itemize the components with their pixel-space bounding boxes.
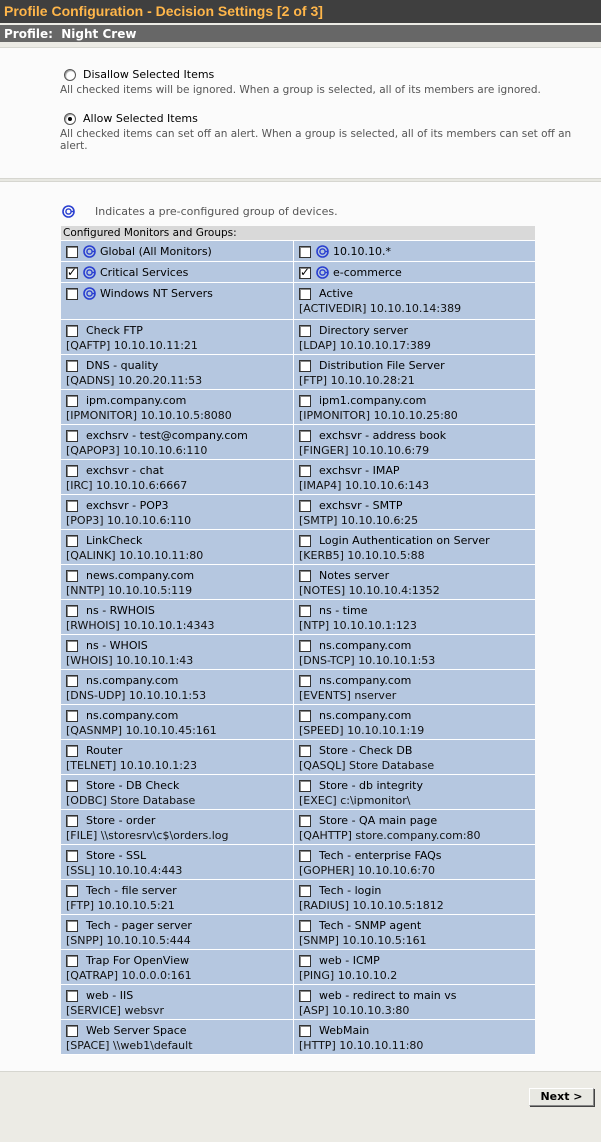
- monitor-detail: [ODBC] Store Database: [66, 794, 196, 807]
- monitor-name: Tech - SNMP agent: [319, 918, 422, 932]
- monitor-detail: [SSL] 10.10.10.4:443: [66, 864, 183, 877]
- monitor-checkbox[interactable]: [299, 267, 311, 279]
- monitor-cell: [294, 600, 535, 635]
- group-legend: [0, 182, 601, 226]
- monitor-detail: [TELNET] 10.10.10.1:23: [66, 759, 197, 772]
- monitor-name: ns.company.com: [319, 673, 412, 687]
- monitor-name: Store - DB Check: [86, 778, 180, 792]
- monitor-cell: [294, 635, 535, 670]
- monitor-checkbox[interactable]: [66, 430, 78, 442]
- monitor-name: web - redirect to main vs: [319, 988, 457, 1002]
- monitor-detail: [SNPP] 10.10.10.5:444: [66, 934, 191, 947]
- monitor-name: Tech - enterprise FAQs: [319, 848, 442, 862]
- footer: [0, 1072, 601, 1142]
- monitor-checkbox[interactable]: [299, 850, 311, 862]
- monitor-name: web - ICMP: [319, 953, 380, 967]
- monitor-cell: [61, 262, 294, 283]
- monitor-cell: [61, 880, 294, 915]
- monitor-checkbox[interactable]: [299, 780, 311, 792]
- monitor-name: Login Authentication on Server: [319, 533, 490, 547]
- monitor-detail: [SNMP] 10.10.10.5:161: [299, 934, 427, 947]
- group-icon: [62, 205, 75, 218]
- monitor-name: Windows NT Servers: [100, 286, 213, 300]
- monitor-detail: [QASNMP] 10.10.10.45:161: [66, 724, 217, 737]
- monitor-checkbox[interactable]: [299, 570, 311, 582]
- profile-label: Profile:: [4, 27, 53, 41]
- monitor-checkbox[interactable]: [299, 535, 311, 547]
- monitor-checkbox[interactable]: [66, 955, 78, 967]
- group-icon: [316, 266, 329, 279]
- monitor-name: ns - time: [319, 603, 368, 617]
- monitor-cell: [294, 1020, 535, 1055]
- monitor-name: LinkCheck: [86, 533, 143, 547]
- monitor-cell: [61, 425, 294, 460]
- monitor-detail: [QADNS] 10.20.20.11:53: [66, 374, 203, 387]
- monitor-name: Critical Services: [100, 265, 189, 279]
- monitor-detail: [FILE] \\storesrv\c$\orders.log: [66, 829, 229, 842]
- monitor-checkbox[interactable]: [299, 920, 311, 932]
- monitor-detail: [IPMONITOR] 10.10.10.5:8080: [66, 409, 232, 422]
- legend-text: Indicates a pre-configured group of devices.: [95, 204, 338, 218]
- monitor-name: ns.company.com: [319, 708, 412, 722]
- monitor-detail: [NNTP] 10.10.10.5:119: [66, 584, 193, 597]
- monitor-checkbox[interactable]: [66, 465, 78, 477]
- monitor-name: 10.10.10.*: [333, 244, 391, 258]
- monitor-detail: [DNS-UDP] 10.10.10.1:53: [66, 689, 207, 702]
- monitor-checkbox[interactable]: [299, 430, 311, 442]
- monitor-detail: [DNS-TCP] 10.10.10.1:53: [299, 654, 436, 667]
- monitor-name: Global (All Monitors): [100, 244, 212, 258]
- monitor-cell: [61, 775, 294, 810]
- allow-radio[interactable]: [64, 113, 76, 125]
- monitor-detail: [QASQL] Store Database: [299, 759, 435, 772]
- monitor-cell: [61, 460, 294, 495]
- monitor-checkbox[interactable]: [66, 780, 78, 792]
- monitor-name: WebMain: [319, 1023, 370, 1037]
- monitor-cell: [61, 355, 294, 390]
- monitor-checkbox[interactable]: [66, 246, 78, 258]
- monitor-cell: [61, 845, 294, 880]
- monitor-checkbox[interactable]: [299, 745, 311, 757]
- monitor-cell: [294, 460, 535, 495]
- monitor-detail: [ASP] 10.10.10.3:80: [299, 1004, 410, 1017]
- monitor-cell: [294, 845, 535, 880]
- monitor-cell: [61, 635, 294, 670]
- monitor-cell: [294, 880, 535, 915]
- next-button[interactable]: Next >: [529, 1088, 594, 1106]
- monitor-cell: [294, 950, 535, 985]
- monitor-detail: [QAFTP] 10.10.10.11:21: [66, 339, 198, 352]
- monitor-detail: [HTTP] 10.10.10.11:80: [299, 1039, 424, 1052]
- monitor-checkbox[interactable]: [299, 815, 311, 827]
- monitor-detail: [IPMONITOR] 10.10.10.25:80: [299, 409, 458, 422]
- monitor-cell: [61, 600, 294, 635]
- monitor-detail: [QALINK] 10.10.10.11:80: [66, 549, 204, 562]
- monitor-cell: [294, 495, 535, 530]
- monitor-checkbox[interactable]: [299, 288, 311, 300]
- monitor-cell: [294, 241, 535, 262]
- monitor-detail: [IRC] 10.10.10.6:6667: [66, 479, 188, 492]
- monitor-checkbox[interactable]: [299, 500, 311, 512]
- profile-name: Night Crew: [61, 27, 137, 41]
- monitor-name: ns - RWHOIS: [86, 603, 155, 617]
- monitor-checkbox[interactable]: [66, 267, 78, 279]
- monitor-name: Store - Check DB: [319, 743, 413, 757]
- monitor-detail: [NTP] 10.10.10.1:123: [299, 619, 417, 632]
- monitor-name: ipm1.company.com: [319, 393, 427, 407]
- monitor-name: Tech - pager server: [86, 918, 192, 932]
- monitor-detail: [FTP] 10.10.10.5:21: [66, 899, 175, 912]
- monitor-checkbox[interactable]: [299, 1025, 311, 1037]
- monitor-detail: [SERVICE] websvr: [66, 1004, 164, 1017]
- monitor-name: Trap For OpenView: [86, 953, 190, 967]
- monitor-cell: [294, 530, 535, 565]
- monitor-checkbox[interactable]: [299, 246, 311, 258]
- disallow-radio[interactable]: [64, 69, 76, 81]
- monitor-cell: [61, 670, 294, 705]
- monitor-checkbox[interactable]: [66, 710, 78, 722]
- monitor-cell: [294, 740, 535, 775]
- monitor-name: ns.company.com: [319, 638, 412, 652]
- monitor-name: exchsvr - address book: [319, 428, 447, 442]
- monitor-detail: [SPEED] 10.10.10.1:19: [299, 724, 425, 737]
- monitor-detail: [PING] 10.10.10.2: [299, 969, 398, 982]
- monitor-detail: [LDAP] 10.10.10.17:389: [299, 339, 431, 352]
- monitor-name: ns - WHOIS: [86, 638, 148, 652]
- monitor-checkbox[interactable]: [66, 360, 78, 372]
- monitor-cell: [61, 810, 294, 845]
- monitor-name: DNS - quality: [86, 358, 159, 372]
- monitor-name: exchsvr - SMTP: [319, 498, 403, 512]
- monitor-name: Distribution File Server: [319, 358, 445, 372]
- monitors-header: Configured Monitors and Groups:: [61, 226, 535, 241]
- monitor-name: Directory server: [319, 323, 409, 337]
- monitor-cell: [61, 530, 294, 565]
- monitor-checkbox[interactable]: [66, 850, 78, 862]
- monitor-cell: [61, 705, 294, 740]
- monitor-detail: [EVENTS] nserver: [299, 689, 397, 702]
- monitor-cell: [61, 283, 294, 320]
- monitor-checkbox[interactable]: [299, 325, 311, 337]
- monitor-detail: [KERB5] 10.10.10.5:88: [299, 549, 425, 562]
- monitors-grid: [61, 241, 535, 1055]
- monitor-checkbox[interactable]: [299, 395, 311, 407]
- monitor-detail: [RWHOIS] 10.10.10.1:4343: [66, 619, 215, 632]
- monitor-cell: [61, 740, 294, 775]
- monitor-name: Router: [86, 743, 123, 757]
- monitor-cell: [61, 985, 294, 1020]
- monitor-cell: [294, 390, 535, 425]
- disallow-label[interactable]: Disallow Selected Items: [83, 68, 215, 81]
- monitor-cell: [61, 241, 294, 262]
- monitor-name: news.company.com: [86, 568, 195, 582]
- monitor-checkbox[interactable]: [66, 500, 78, 512]
- monitor-cell: [294, 355, 535, 390]
- monitor-detail: [QATRAP] 10.0.0.0:161: [66, 969, 192, 982]
- monitor-name: ipm.company.com: [86, 393, 187, 407]
- monitors-table: [61, 226, 535, 1055]
- monitor-cell: [294, 775, 535, 810]
- monitor-name: web - IIS: [86, 988, 134, 1002]
- monitor-checkbox[interactable]: [299, 885, 311, 897]
- monitor-detail: [FTP] 10.10.10.28:21: [299, 374, 415, 387]
- monitor-checkbox[interactable]: [66, 395, 78, 407]
- monitor-cell: [61, 950, 294, 985]
- monitor-checkbox[interactable]: [299, 955, 311, 967]
- group-icon: [316, 245, 329, 258]
- monitor-detail: [SMTP] 10.10.10.6:25: [299, 514, 419, 527]
- monitor-checkbox[interactable]: [66, 920, 78, 932]
- monitor-checkbox[interactable]: [66, 640, 78, 652]
- monitor-cell: [61, 1020, 294, 1055]
- monitor-checkbox[interactable]: [66, 745, 78, 757]
- monitor-name: Store - db integrity: [319, 778, 423, 792]
- monitor-checkbox[interactable]: [66, 885, 78, 897]
- monitor-detail: [QAPOP3] 10.10.10.6:110: [66, 444, 208, 457]
- allow-description: All checked items can set off an alert. When a group is selected, all of its members can set off an alert.: [60, 128, 572, 152]
- monitor-cell: [294, 705, 535, 740]
- monitor-detail: [POP3] 10.10.10.6:110: [66, 514, 192, 527]
- monitor-cell: [294, 262, 535, 283]
- disallow-description: All checked items will be ignored. When a group is selected, all of its members are ignored.: [60, 84, 541, 96]
- monitor-checkbox[interactable]: [66, 325, 78, 337]
- monitor-name: Tech - login: [319, 883, 382, 897]
- monitor-checkbox[interactable]: [299, 360, 311, 372]
- monitor-checkbox[interactable]: [299, 640, 311, 652]
- monitor-checkbox[interactable]: [299, 710, 311, 722]
- monitor-cell: [61, 320, 294, 355]
- monitor-name: Notes server: [319, 568, 390, 582]
- monitor-checkbox[interactable]: [66, 990, 78, 1002]
- monitor-name: Store - SSL: [86, 848, 147, 862]
- monitor-detail: [FINGER] 10.10.10.6:79: [299, 444, 430, 457]
- monitor-cell: [294, 425, 535, 460]
- monitor-cell: [61, 390, 294, 425]
- profile-bar: [0, 23, 601, 42]
- monitor-name: Store - order: [86, 813, 156, 827]
- monitor-detail: [SPACE] \\web1\default: [66, 1039, 193, 1052]
- monitor-detail: [GOPHER] 10.10.10.6:70: [299, 864, 435, 877]
- monitor-checkbox[interactable]: [299, 990, 311, 1002]
- monitor-cell: [61, 915, 294, 950]
- monitor-cell: [294, 810, 535, 845]
- monitor-checkbox[interactable]: [66, 1025, 78, 1037]
- monitor-checkbox[interactable]: [66, 570, 78, 582]
- group-icon: [83, 287, 96, 300]
- monitor-detail: [RADIUS] 10.10.10.5:1812: [299, 899, 444, 912]
- monitor-name: Active: [319, 286, 354, 300]
- monitor-detail: [QAHTTP] store.company.com:80: [299, 829, 481, 842]
- monitor-checkbox[interactable]: [66, 535, 78, 547]
- monitor-checkbox[interactable]: [299, 465, 311, 477]
- monitor-cell: [294, 915, 535, 950]
- options-section: [0, 47, 601, 1072]
- monitor-name: Store - QA main page: [319, 813, 438, 827]
- monitor-detail: [WHOIS] 10.10.10.1:43: [66, 654, 194, 667]
- monitor-detail: [ACTIVEDIR] 10.10.10.14:389: [299, 302, 462, 315]
- monitor-checkbox[interactable]: [299, 605, 311, 617]
- monitor-detail: [IMAP4] 10.10.10.6:143: [299, 479, 430, 492]
- monitor-name: e-commerce: [333, 265, 402, 279]
- monitor-name: ns.company.com: [86, 673, 179, 687]
- monitor-detail: [EXEC] c:\ipmonitor\: [299, 794, 411, 807]
- allow-label[interactable]: Allow Selected Items: [83, 112, 198, 125]
- monitor-checkbox[interactable]: [66, 605, 78, 617]
- monitor-cell: [294, 670, 535, 705]
- monitor-name: exchsvr - IMAP: [319, 463, 400, 477]
- monitor-name: Tech - file server: [86, 883, 177, 897]
- option-disallow: [60, 66, 601, 100]
- monitor-cell: [294, 283, 535, 320]
- monitor-checkbox[interactable]: [66, 288, 78, 300]
- monitor-name: exchsrv - test@company.com: [86, 428, 248, 442]
- monitor-cell: [294, 320, 535, 355]
- group-icon: [83, 266, 96, 279]
- monitor-name: ns.company.com: [86, 708, 179, 722]
- monitor-checkbox[interactable]: [66, 675, 78, 687]
- monitor-cell: [294, 565, 535, 600]
- monitor-cell: [61, 495, 294, 530]
- monitor-checkbox[interactable]: [66, 815, 78, 827]
- monitor-detail: [NOTES] 10.10.10.4:1352: [299, 584, 440, 597]
- page-title: Profile Configuration - Decision Settings [2 of 3]: [0, 0, 601, 23]
- monitor-cell: [294, 985, 535, 1020]
- monitor-name: exchsvr - POP3: [86, 498, 169, 512]
- monitor-name: exchsvr - chat: [86, 463, 164, 477]
- monitor-cell: [61, 565, 294, 600]
- monitor-name: Web Server Space: [86, 1023, 187, 1037]
- option-allow: [60, 110, 601, 152]
- group-icon: [83, 245, 96, 258]
- monitor-name: Check FTP: [86, 323, 143, 337]
- monitor-checkbox[interactable]: [299, 675, 311, 687]
